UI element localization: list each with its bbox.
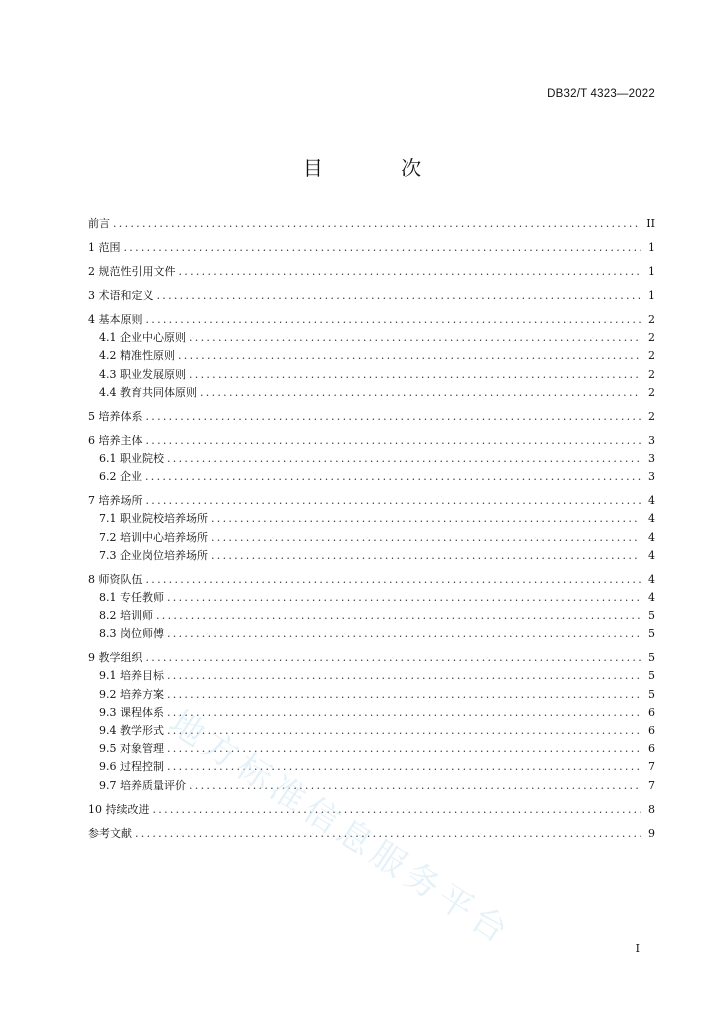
toc-entry-page: 3 [648, 470, 655, 484]
toc-entry[interactable] [88, 385, 655, 400]
toc-entry-label: 8.3 岗位师傅 [99, 627, 164, 641]
toc-leader-dots [146, 433, 642, 448]
toc-entry-page: 6 [648, 724, 655, 737]
toc-entry[interactable] [88, 572, 655, 587]
toc-entry-label: 8.1 专任教师 [99, 590, 164, 604]
toc-entry-page: 6 [648, 742, 655, 756]
toc-entry-page: 1 [648, 289, 655, 302]
toc-entry[interactable] [88, 409, 655, 424]
toc-entry-page: 4 [648, 572, 655, 586]
toc-leader-dots [179, 264, 642, 279]
toc-leader-dots [167, 759, 641, 774]
toc-entry-page: 5 [648, 627, 655, 641]
toc-leader-dots [189, 778, 641, 793]
toc-entry-label: 7.2 培训中心培养场所 [99, 530, 208, 544]
toc-entry[interactable] [88, 723, 655, 738]
toc-entry-page: II [646, 217, 655, 230]
toc-entry-label: 5 培养体系 [88, 409, 143, 423]
watermark: 地方标准信息服务平台 [161, 702, 520, 955]
toc-leader-dots [146, 572, 642, 587]
toc-leader-dots [167, 590, 641, 605]
toc-leader-dots [211, 548, 641, 563]
toc-entry-label: 2 规范性引用文件 [88, 265, 176, 278]
toc-entry[interactable] [88, 705, 655, 720]
toc-leader-dots [124, 240, 642, 255]
toc-title: 目 次 [302, 156, 458, 180]
toc-entry-label: 9 教学组织 [88, 651, 143, 665]
toc-leader-dots [146, 650, 642, 665]
toc-leader-dots [153, 802, 642, 817]
toc-entry[interactable] [88, 778, 655, 793]
toc-leader-dots [167, 668, 641, 683]
toc-leader-dots [167, 723, 641, 738]
toc-leader-dots [178, 348, 641, 363]
toc-leader-dots [167, 626, 641, 641]
toc-entry-page: 5 [648, 669, 655, 683]
toc-leader-dots [135, 826, 641, 841]
toc-entry[interactable] [88, 741, 655, 756]
toc-leader-dots [146, 409, 642, 424]
toc-entry[interactable] [88, 759, 655, 774]
toc-entry-label: 前言 [88, 217, 110, 230]
toc-entry-label: 3 术语和定义 [88, 289, 154, 302]
toc-entry[interactable] [88, 240, 655, 255]
toc-leader-dots [156, 608, 641, 623]
toc-leader-dots [167, 741, 641, 756]
toc-entry[interactable] [88, 590, 655, 605]
toc-entry-page: 2 [648, 409, 655, 423]
toc-entry-page: 3 [648, 433, 655, 447]
toc-entry[interactable] [88, 433, 655, 448]
toc-entry[interactable] [88, 469, 655, 484]
toc-entry-page: 5 [648, 609, 655, 623]
toc-leader-dots [211, 511, 641, 526]
toc-entry-label: 7 培养场所 [88, 494, 143, 508]
toc-entry-label: 8 师资队伍 [88, 572, 143, 586]
toc-entry-page: 2 [648, 385, 655, 399]
toc-entry-label: 4 基本原则 [88, 313, 143, 326]
toc-leader-dots [189, 330, 641, 345]
toc-entry[interactable] [88, 548, 655, 563]
toc-entry-label: 9.5 对象管理 [99, 742, 164, 756]
toc-entry[interactable] [88, 216, 655, 231]
toc-entry-label: 4.3 职业发展原则 [99, 367, 186, 381]
toc-entry[interactable] [88, 288, 655, 303]
toc-entry-label: 4.1 企业中心原则 [99, 331, 186, 345]
toc-entry[interactable] [88, 511, 655, 526]
toc-leader-dots [200, 385, 641, 400]
toc-entry-label: 7.1 职业院校培养场所 [99, 512, 208, 526]
toc-entry-label: 10 持续改进 [88, 802, 150, 816]
toc-entry-page: 5 [648, 687, 655, 701]
toc-entry-page: 5 [648, 651, 655, 665]
toc-entry-label: 4.4 教育共同体原则 [99, 385, 197, 399]
toc-entry[interactable] [88, 330, 655, 345]
toc-entry-page: 8 [648, 802, 655, 816]
toc-entry-page: 7 [648, 760, 655, 774]
toc-entry[interactable] [88, 608, 655, 623]
toc-entry-label: 7.3 企业岗位培养场所 [99, 548, 208, 562]
toc-entry-label: 1 范围 [88, 241, 121, 254]
toc-entry[interactable] [88, 626, 655, 641]
toc-leader-dots [157, 288, 642, 303]
toc-leader-dots [145, 469, 641, 484]
toc-entry-page: 9 [648, 826, 655, 840]
toc-entry-label: 9.1 培养目标 [99, 669, 164, 683]
toc-entry-label: 9.4 教学形式 [99, 724, 164, 737]
toc-entry-page: 6 [648, 705, 655, 719]
toc-entry-label: 参考文献 [88, 826, 132, 840]
toc-leader-dots [211, 530, 641, 545]
table-of-contents [88, 216, 655, 841]
toc-entry[interactable] [88, 348, 655, 363]
toc-leader-dots [113, 216, 641, 231]
document-code: DB32/T 4323—2022 [547, 88, 655, 100]
toc-entry-page: 1 [648, 265, 655, 278]
toc-entry-page: 3 [648, 451, 655, 465]
toc-entry-label: 6.1 职业院校 [99, 451, 164, 465]
toc-entry[interactable] [88, 367, 655, 382]
toc-entry[interactable] [88, 668, 655, 683]
toc-entry[interactable] [88, 264, 655, 279]
toc-entry-page: 4 [648, 494, 655, 508]
toc-entry[interactable] [88, 530, 655, 545]
toc-entry-label: 9.7 培养质量评价 [99, 778, 186, 792]
toc-entry-page: 4 [648, 530, 655, 544]
page-number: I [635, 942, 640, 955]
toc-entry[interactable] [88, 802, 655, 817]
toc-entry[interactable] [88, 493, 655, 508]
toc-leader-dots [167, 687, 641, 702]
toc-entry[interactable] [88, 826, 655, 841]
toc-entry-page: 4 [648, 548, 655, 562]
toc-entry[interactable] [88, 650, 655, 665]
toc-leader-dots [146, 312, 642, 327]
toc-leader-dots [189, 367, 641, 382]
toc-entry-label: 6 培养主体 [88, 433, 143, 447]
toc-leader-dots [146, 493, 642, 508]
toc-entry[interactable] [88, 312, 655, 327]
toc-entry-label: 9.2 培养方案 [99, 687, 164, 701]
toc-entry-page: 2 [648, 349, 655, 363]
toc-entry-page: 1 [648, 241, 655, 254]
toc-leader-dots [167, 705, 641, 720]
toc-entry[interactable] [88, 687, 655, 702]
toc-entry-page: 4 [648, 512, 655, 526]
toc-leader-dots [167, 451, 641, 466]
toc-entry-page: 2 [648, 367, 655, 381]
toc-entry-label: 9.3 课程体系 [99, 705, 164, 719]
toc-entry-label: 4.2 精准性原则 [99, 349, 175, 363]
toc-entry-page: 2 [648, 331, 655, 345]
toc-entry[interactable] [88, 451, 655, 466]
toc-entry-label: 6.2 企业 [99, 470, 142, 484]
toc-entry-label: 9.6 过程控制 [99, 760, 164, 774]
toc-entry-page: 4 [648, 590, 655, 604]
toc-entry-page: 2 [648, 313, 655, 326]
toc-entry-page: 7 [648, 778, 655, 792]
toc-entry-label: 8.2 培训师 [99, 609, 153, 623]
